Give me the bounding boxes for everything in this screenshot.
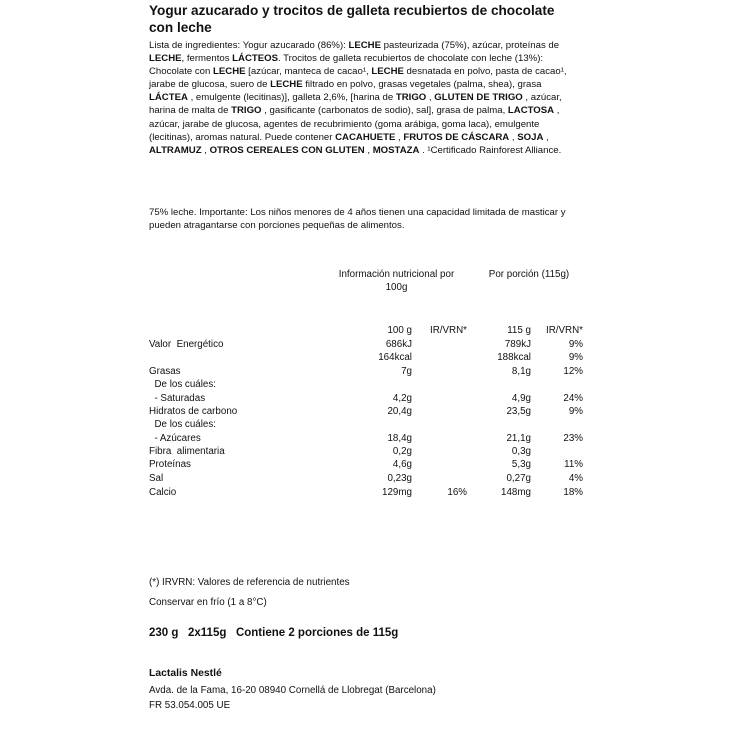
value-per-100g: 0,23g [387, 473, 412, 484]
header-per-portion: Por porción (115g) [488, 269, 570, 280]
allergen-text: LACTOSA [507, 105, 555, 117]
allergen-text: LECHE [213, 66, 246, 78]
allergen-text: SOJA [517, 131, 544, 143]
header-per-100g: Información nutricional por 100g [338, 269, 455, 293]
allergen-text: OTROS CEREALES CON GLUTEN [209, 144, 365, 156]
address-line: Avda. de la Fama, 16-20 08940 Cornellá de Llobregat (Barcelona) [149, 685, 436, 696]
value-per-portion: 0,3g [511, 446, 531, 457]
value-per-portion: 4,9g [511, 393, 531, 404]
ingredient-text: . Trocitos de galleta recubiertos de chocolate con leche (13%): Chocolate con [149, 53, 544, 78]
value-per-portion: 23,5g [506, 406, 531, 417]
ingredient-text: , [509, 131, 518, 143]
value-per-portion: 789kJ [504, 339, 531, 350]
storage-instructions: Conservar en frío (1 a 8°C) [149, 597, 267, 608]
value-per-100g: 7g [401, 366, 412, 377]
allergen-text: CACAHUETE [335, 131, 396, 143]
value-per-portion: 21,1g [506, 433, 531, 444]
value-per-100g: 4,6g [392, 459, 412, 470]
nutrient-label: Grasas [149, 366, 181, 377]
allergen-text: LECHE [371, 66, 404, 78]
ingredient-text: , azúcar, jarabe de glucosa, agentes de recubrimiento (goma arábiga, goma laca), emulgente (lecitinas), aromas natural. Puede contener [149, 105, 560, 143]
warning-text: 75% leche. Importante: Los niños menores de 4 años tienen una capacidad limitada de masticar y pueden atragantarse con porciones pequeñas de alimentos. [149, 207, 566, 232]
value-per-100g: 129mg [382, 487, 412, 498]
allergen-text: LÁCTEOS [232, 53, 279, 65]
value-per-100g: 18,4g [387, 433, 412, 444]
nutrient-label: De los cuáles: [149, 379, 216, 390]
irvrn-per-portion: 11% [564, 459, 583, 470]
ingredient-text: , [395, 131, 404, 143]
nutrient-label: De los cuáles: [149, 419, 216, 430]
ingredient-text: Lista de ingredientes: Yogur azucarado (86%): [149, 40, 349, 51]
company-name: Lactalis Nestlé [149, 668, 222, 679]
nutrient-label: Proteínas [149, 459, 191, 470]
irvrn-per-100g: 16% [447, 487, 467, 498]
allergen-text: TRIGO [395, 92, 427, 104]
value-per-100g: 0,2g [392, 446, 412, 457]
nutrient-label: Valor Energético [149, 339, 224, 350]
ingredient-text: . ¹Certificado Rainforest Alliance. [419, 144, 562, 156]
nutrient-label: Fibra alimentaria [149, 446, 225, 457]
irvrn-per-portion: 12% [563, 366, 583, 377]
ingredient-text: , azúcar, harina de malta de [149, 92, 562, 117]
ingredient-text: , emulgente (lecitinas)], galleta 2,6%, [harina de [187, 92, 396, 104]
subheader-115g: 115 g [507, 325, 531, 336]
ingredient-text: , [426, 92, 435, 104]
irvrn-per-portion: 24% [563, 393, 583, 404]
nutrient-label: - Saturadas [149, 393, 206, 404]
nutrient-label: Sal [149, 473, 164, 484]
value-per-portion: 148mg [501, 487, 531, 498]
irvrn-per-portion: 9% [568, 339, 583, 350]
value-per-portion: 5,3g [511, 459, 531, 470]
value-per-100g: 686kJ [385, 339, 412, 350]
ingredient-text: , fermentos [181, 53, 233, 65]
allergen-text: LECHE [149, 53, 182, 65]
nutrient-label: Calcio [149, 487, 177, 498]
ingredient-text: , gasificante (carbonatos de sodio), sal], grasa de palma, [261, 105, 508, 117]
ingredient-text: pasteurizada (75%), azúcar, proteínas de [380, 40, 560, 51]
pack-info: 230 g 2x115g Contiene 2 porciones de 115g [149, 627, 399, 639]
allergen-text: LECHE [348, 40, 381, 51]
footnote: (*) IRVRN: Valores de referencia de nutrientes [149, 577, 350, 588]
nutrient-label: - Azúcares [149, 433, 201, 444]
value-per-portion: 188kcal [497, 352, 531, 363]
ingredient-text: , [543, 131, 549, 143]
ingredient-text: [azúcar, manteca de cacao¹, [245, 66, 372, 78]
subheader-irvrn-100g: IR/VRN* [429, 325, 467, 336]
ingredient-text: desnatada en polvo, pasta de cacao¹, jarabe de glucosa, suero de [149, 66, 567, 91]
ingredient-text: filtrado en polvo, grasas vegetales (palma, shea), grasa [302, 79, 542, 91]
allergen-text: GLUTEN DE TRIGO [434, 92, 523, 104]
ingredient-text: , [364, 144, 373, 156]
irvrn-per-portion: 23% [563, 433, 583, 444]
ingredient-text: , [201, 144, 210, 156]
registry-code: FR 53.054.005 UE [149, 699, 231, 711]
value-per-portion: 8,1g [511, 366, 531, 377]
subheader-irvrn-portion: IR/VRN* [545, 325, 583, 336]
irvrn-per-portion: 9% [568, 406, 583, 417]
allergen-text: ALTRAMUZ [149, 144, 202, 156]
allergen-text: MOSTAZA [372, 144, 420, 156]
irvrn-per-portion: 18% [563, 487, 583, 498]
value-per-100g: 4,2g [392, 393, 412, 404]
value-per-portion: 0,27g [506, 473, 531, 484]
nutrient-label: Hidratos de carbono [149, 406, 238, 417]
allergen-text: FRUTOS DE CÁSCARA [403, 131, 510, 143]
subheader-100g: 100 g [387, 325, 412, 336]
nutrition-label [139, 0, 581, 735]
irvrn-per-portion: 4% [568, 473, 583, 484]
allergen-text: TRIGO [231, 105, 262, 117]
company-address [149, 684, 436, 713]
allergen-text: LECHE [270, 79, 303, 91]
ingredients-list [149, 39, 579, 157]
value-per-100g: 20,4g [387, 406, 412, 417]
irvrn-per-portion: 9% [568, 352, 583, 363]
product-title: Yogur azucarado y trocitos de galleta recubiertos de chocolate con leche [149, 3, 555, 35]
value-per-100g: 164kcal [378, 352, 412, 363]
allergen-text: LÁCTEA [149, 92, 188, 104]
